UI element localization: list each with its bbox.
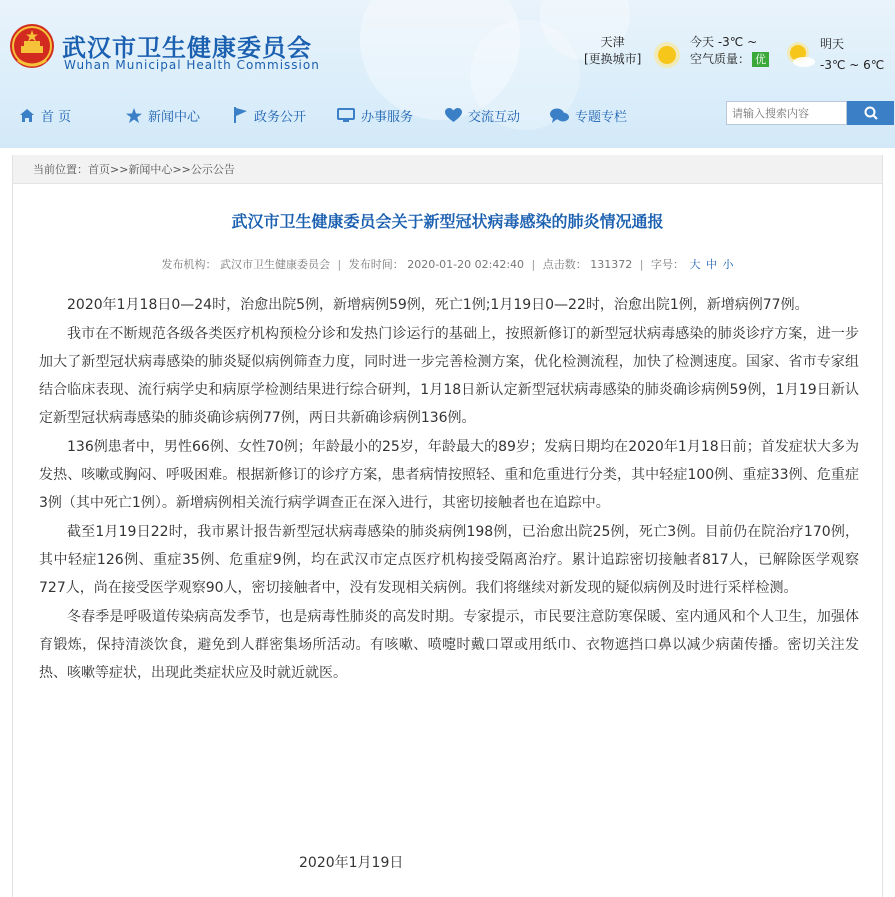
breadcrumb-separator: >>: [172, 163, 191, 176]
national-emblem-icon: [8, 22, 56, 72]
article-meta: [13, 256, 882, 272]
breadcrumb-item-notices[interactable]: 公示公告: [190, 163, 235, 176]
font-size-label: 字号：: [650, 258, 684, 271]
weather-today: [690, 34, 769, 68]
nav-item-label: 办事服务: [361, 109, 414, 125]
change-city-link[interactable]: [更换城市]: [584, 52, 642, 66]
air-quality-badge: 优: [752, 52, 769, 67]
weather-city: [584, 34, 641, 68]
article-frame: [12, 155, 883, 897]
meta-divider: |: [337, 258, 342, 271]
click-count-label: 点击数：: [542, 258, 587, 271]
nav-item-label: 交流互动: [468, 109, 521, 125]
breadcrumb-item-home[interactable]: 首页: [88, 163, 110, 176]
air-quality-label: 空气质量：: [690, 52, 751, 66]
click-count: 131372: [590, 258, 633, 271]
nav-item-interaction[interactable]: [445, 105, 520, 125]
article-date: 2020年1月19日: [299, 855, 404, 871]
publish-time-label: 发布时间：: [348, 258, 404, 271]
publisher-label: 发布机构：: [161, 258, 217, 271]
partly-cloudy-icon: [784, 40, 818, 70]
search-input[interactable]: [726, 101, 847, 125]
publish-time: 2020-01-20 02:42:40: [407, 258, 525, 271]
heart-icon: [445, 108, 462, 123]
nav-item-label: 政务公开: [254, 109, 307, 125]
font-size-small-button[interactable]: 小: [722, 258, 734, 271]
article-body: [39, 291, 859, 688]
article-paragraph: 冬春季是呼吸道传染病高发季节，也是病毒性肺炎的高发时期。专家提示，市民要注意防寒保暖、室内通风和个人卫生，加强体育锻炼，保持清淡饮食，避免到人群密集场所活动。有咳嗽、喷嚏时戴口罩或用纸巾、衣物遮挡口鼻以减少病菌传播。密切关注发热、咳嗽等症状，出现此类症状应及时就近就医。: [39, 609, 859, 681]
nav-item-label: 首 页: [41, 109, 72, 125]
meta-divider: |: [531, 258, 536, 271]
weather-tomorrow: [820, 34, 884, 76]
publisher: 武汉市卫生健康委员会: [220, 258, 330, 271]
font-size-large-button[interactable]: 大: [689, 258, 701, 271]
site-name-cn: 武汉市卫生健康委员会: [62, 34, 312, 62]
tomorrow-label: 明天: [820, 37, 845, 51]
today-label: 今天: [690, 35, 715, 49]
tomorrow-temp: -3℃ ~ 6℃: [820, 58, 885, 72]
meta-divider: |: [639, 258, 644, 271]
nav-item-topics[interactable]: [550, 105, 627, 125]
nav-item-label: 新闻中心: [148, 109, 201, 125]
star-icon: [126, 108, 142, 123]
nav-item-government[interactable]: [233, 105, 306, 125]
search-button[interactable]: [847, 101, 894, 125]
nav-item-services[interactable]: [337, 105, 413, 125]
sun-icon: [652, 40, 682, 70]
breadcrumb-item-news[interactable]: 新闻中心: [128, 163, 173, 176]
font-size-medium-button[interactable]: 中: [705, 258, 717, 271]
nav-item-label: 专题专栏: [575, 109, 628, 125]
breadcrumb: [13, 155, 882, 184]
site-header: [0, 0, 895, 148]
article-title: 武汉市卫生健康委员会关于新型冠状病毒感染的肺炎情况通报: [231, 212, 664, 231]
article-paragraph: 我市在不断规范各级各类医疗机构预检分诊和发热门诊运行的基础上，按照新修订的新型冠状病毒感染的肺炎诊疗方案，进一步加大了新型冠状病毒感染的肺炎疑似病例筛查力度，同时进一步完善检测方案，优化检测流程，加快了检测速度。国家、省市专家组结合临床表现、流行病学史和病原学检测结果进行综合研判，1月18日新认定新型冠状病毒感染的肺炎确诊病例59例，1月19日新认定新型冠状病毒感染的肺炎确诊病例77例，两日共新确诊病例136例。: [39, 326, 859, 426]
city-name: 天津: [600, 35, 625, 49]
nav-item-news[interactable]: [126, 105, 200, 125]
search-icon: [864, 106, 878, 120]
today-temp: -3℃ ~: [717, 35, 758, 49]
home-icon: [19, 108, 35, 123]
monitor-icon: [337, 108, 355, 123]
nav-item-home[interactable]: [19, 105, 71, 125]
breadcrumb-separator: >>: [110, 163, 129, 176]
article-paragraph: 136例患者中，男性66例、女性70例；年龄最小的25岁，年龄最大的89岁；发病日期均在2020年1月18日前；首发症状大多为发热、咳嗽或胸闷、呼吸困难。根据新修订的诊疗方案，患者病情按照轻、重和危重进行分类，其中轻症100例、重症33例、危重症3例（其中死亡1例）。新增病例相关流行病学调查正在深入进行，其密切接触者也在追踪中。: [39, 439, 859, 511]
article-paragraph: 截至1月19日22时，我市累计报告新型冠状病毒感染的肺炎病例198例，已治愈出院25例，死亡3例。目前仍在院治疗170例，其中轻症126例、重症35例、危重症9例，均在武汉市定点医疗机构接受隔离治疗。累计追踪密切接触者817人，已解除医学观察727人，尚在接受医学观察90人，密切接触者中，没有发现相关病例。我们将继续对新发现的疑似病例及时进行采样检测。: [39, 524, 859, 596]
breadcrumb-prefix: 当前位置：: [33, 163, 88, 176]
flag-icon: [233, 107, 248, 123]
site-name-en: Wuhan Municipal Health Commission: [64, 58, 320, 72]
chat-icon: [550, 108, 569, 123]
article-paragraph: 2020年1月18日0—24时，治愈出院5例，新增病例59例，死亡1例;1月19日0—22时，治愈出院1例，新增病例77例。: [67, 297, 809, 313]
